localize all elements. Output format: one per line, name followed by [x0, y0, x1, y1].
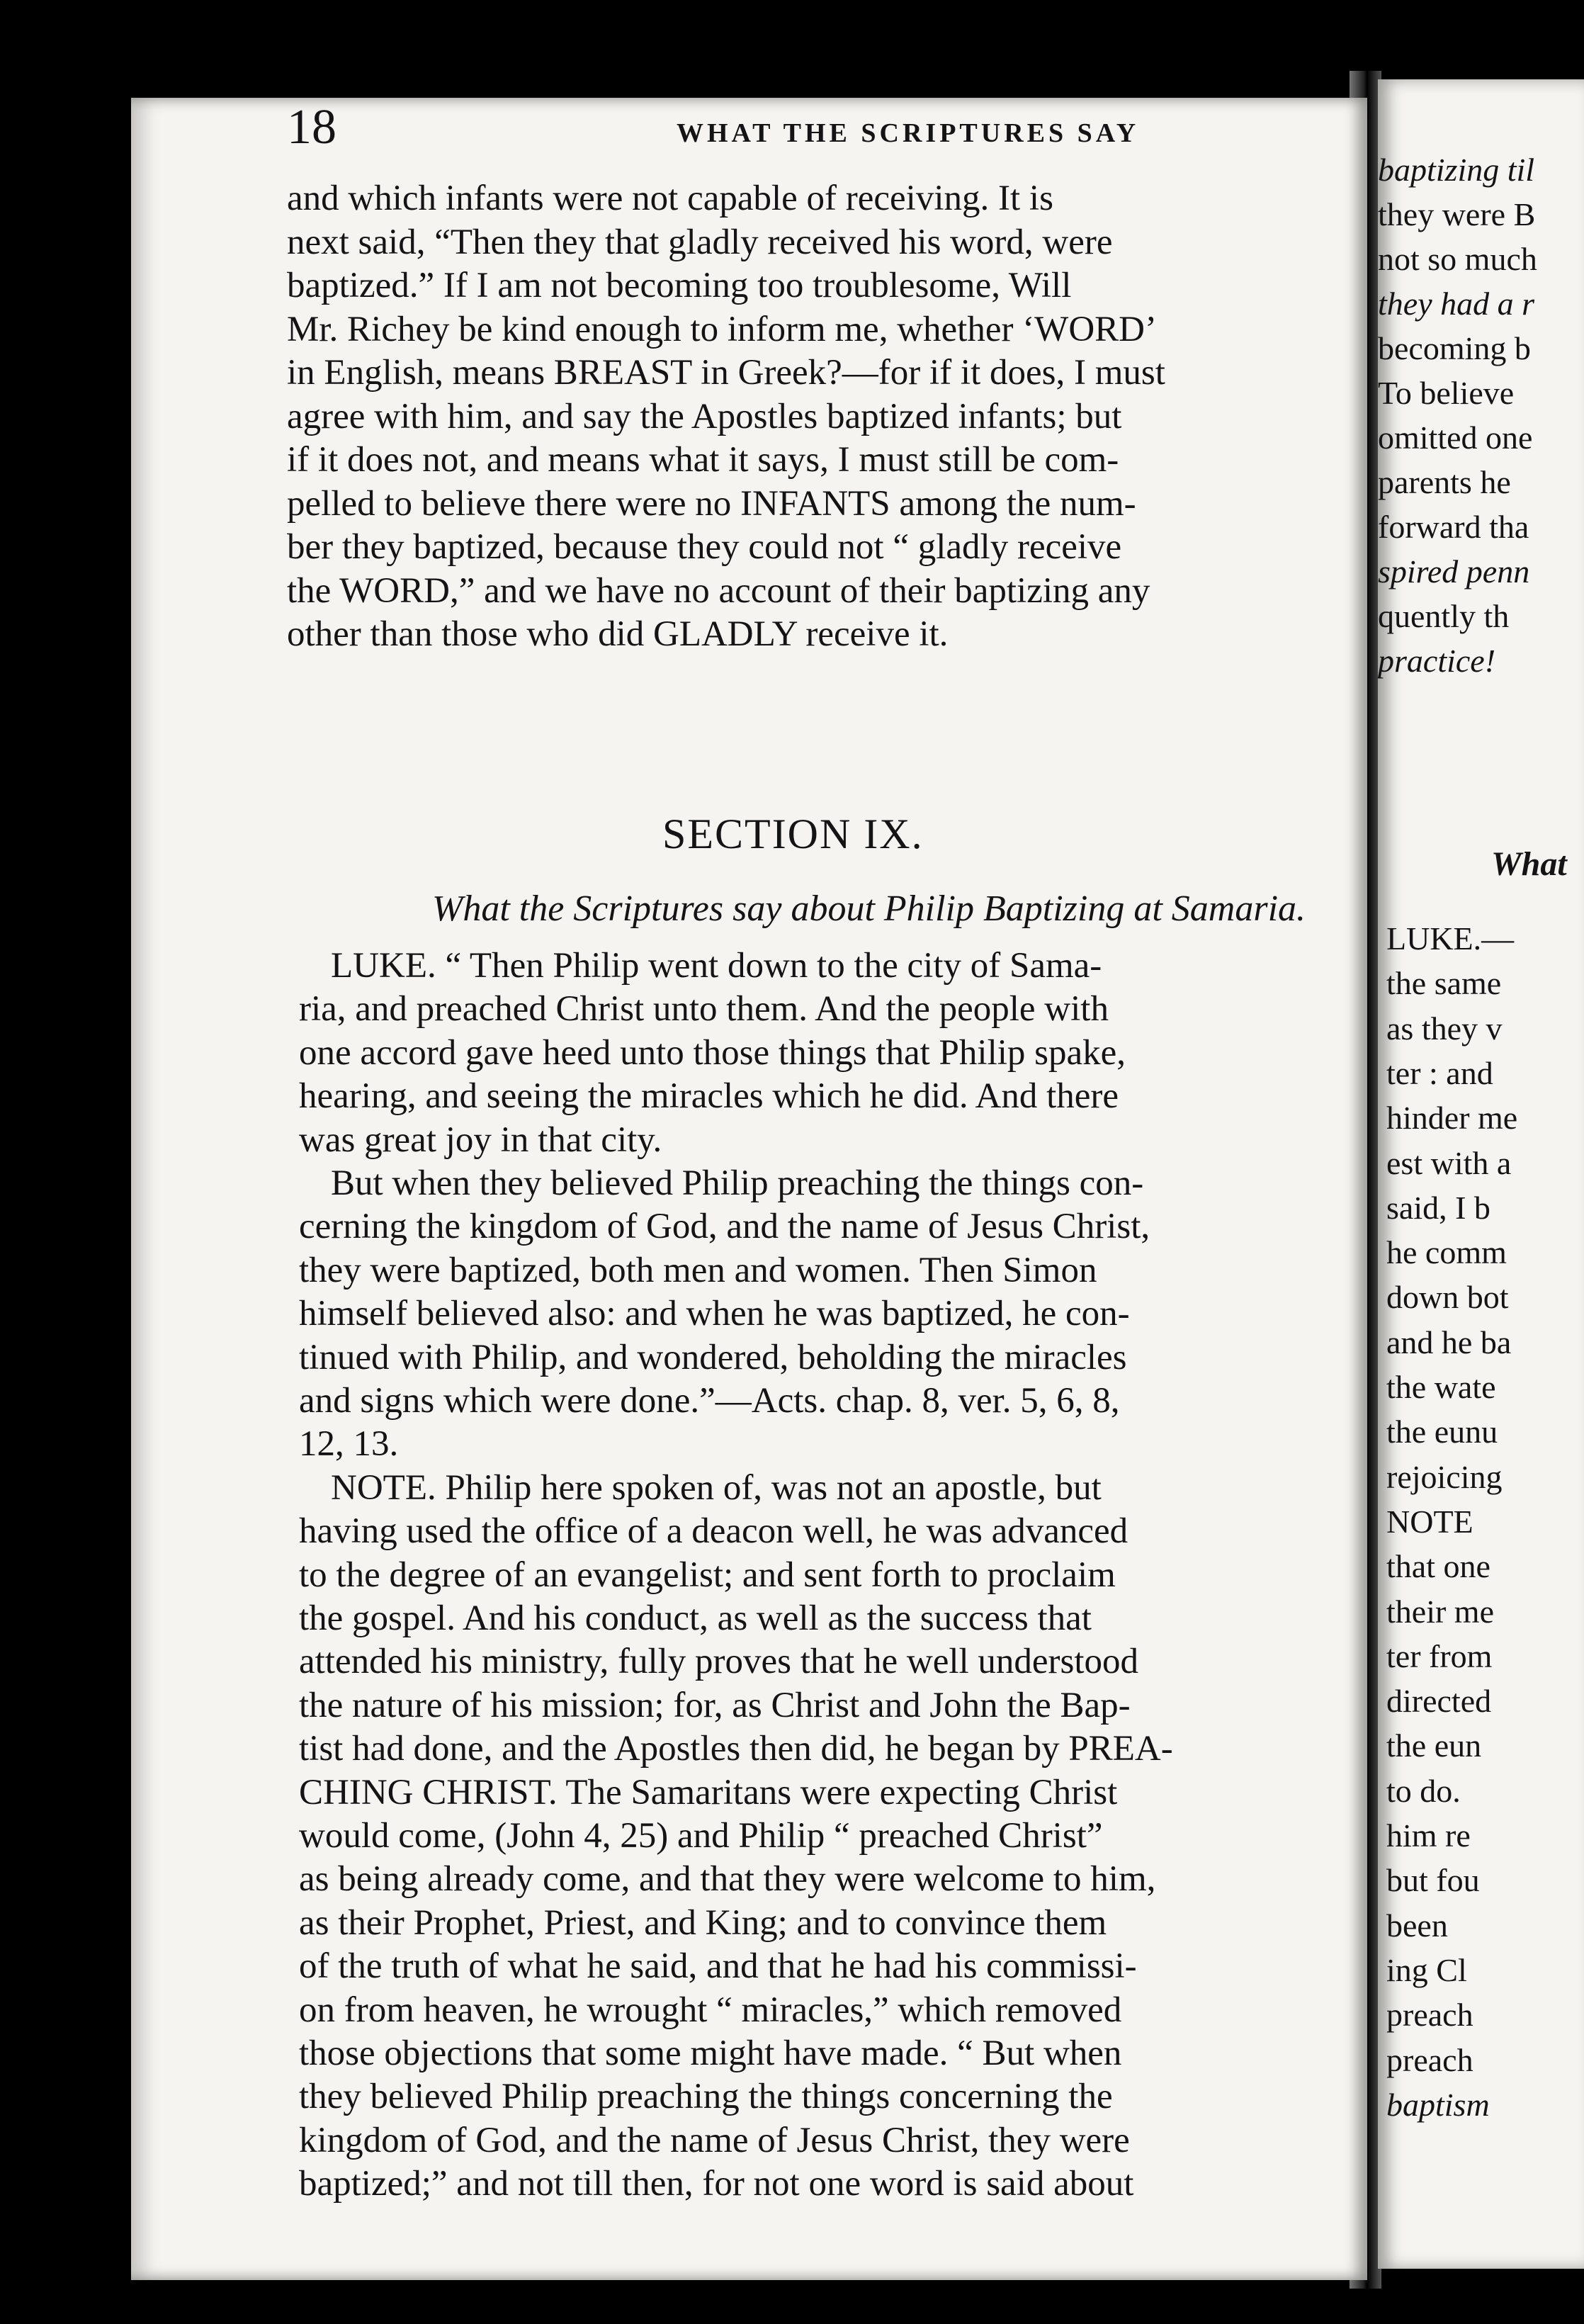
text-line: been	[1386, 1907, 1448, 1944]
text-line: if it does not, and means what it says, I must still be com-	[287, 440, 1119, 480]
text-line: hearing, and seeing the miracles which he did. And there	[299, 1076, 1119, 1117]
right-page-fragment	[1378, 79, 1584, 2269]
text-line: they believed Philip preaching the things concerning the	[299, 2077, 1113, 2117]
text-line: the WORD,” and we have no account of their baptizing any	[287, 570, 1150, 611]
text-line: ter : and	[1386, 1054, 1493, 1091]
text-line: tist had done, and the Apostles then did, he began by PREA-	[299, 1729, 1173, 1769]
text-line: pelled to believe there were no INFANTS among the num-	[287, 483, 1136, 524]
text-line: preach	[1386, 2041, 1473, 2078]
text-line: and he ba	[1386, 1324, 1512, 1360]
text-line: Mr. Richey be kind enough to inform me, whether ‘WORD’	[287, 309, 1157, 349]
text-line: LUKE.—	[1386, 920, 1515, 957]
text-line: he comm	[1386, 1234, 1507, 1271]
text-line: him re	[1386, 1817, 1471, 1854]
text-line: CHING CHRIST. The Samaritans were expecting Christ	[299, 1772, 1118, 1812]
text-line: and signs which were done.”—Acts. chap. 8, ver. 5, 6, 8,	[299, 1381, 1120, 1421]
text-line: one accord gave heed unto those things that Philip spake,	[299, 1032, 1126, 1073]
text-line: But when they believed Philip preaching the things con-	[331, 1163, 1144, 1203]
text-line: agree with him, and say the Apostles baptized infants; but	[287, 396, 1122, 436]
text-line: parents he	[1378, 464, 1511, 500]
text-line: having used the office of a deacon well, he was advanced	[299, 1511, 1128, 1552]
section-subtitle: What the Scriptures say about Philip Baptizing at Samaria.	[432, 889, 1306, 929]
text-line: cerning the kingdom of God, and the name of Jesus Christ,	[299, 1207, 1150, 1247]
text-line: To believe	[1378, 375, 1515, 411]
text-line: baptized;” and not till then, for not one word is said about	[299, 2164, 1134, 2204]
text-line: of the truth of what he said, and that he had his commissi-	[299, 1946, 1137, 1987]
text-line: 12, 13.	[299, 1424, 399, 1465]
text-line: that one	[1386, 1548, 1490, 1585]
text-line: as their Prophet, Priest, and King; and to convince them	[299, 1902, 1107, 1943]
text-line: next said, “Then they that gladly received his word, were	[287, 222, 1113, 262]
text-line: down bot	[1386, 1279, 1509, 1316]
text-line: omitted one	[1378, 419, 1533, 456]
text-line: they were B	[1378, 196, 1536, 232]
text-line: LUKE. “ Then Philip went down to the city of Sama-	[331, 946, 1102, 986]
text-line: the gospel. And his conduct, as well as the success that	[299, 1598, 1092, 1638]
text-line: and which infants were not capable of receiving. It is	[287, 179, 1053, 218]
running-header-title: WHAT THE SCRIPTURES SAY	[677, 118, 1140, 148]
section-heading: SECTION IX.	[662, 811, 924, 857]
text-line: said, I b	[1386, 1189, 1490, 1226]
text-line: becoming b	[1378, 330, 1531, 366]
text-line: the wate	[1386, 1369, 1496, 1405]
text-line: the eun	[1386, 1727, 1482, 1764]
text-line: ria, and preached Christ unto them. And the people with	[299, 989, 1109, 1030]
text-line: ber they baptized, because they could not “ gladly receive	[287, 527, 1122, 567]
text-line: other than those who did GLADLY receive it.	[287, 614, 949, 654]
text-line: baptism	[1386, 2086, 1490, 2123]
text-line: but fou	[1386, 1862, 1480, 1899]
text-line: attended his ministry, fully proves that he well understood	[299, 1642, 1139, 1682]
text-line: would come, (John 4, 25) and Philip “ preached Christ”	[299, 1816, 1103, 1856]
text-line: to the degree of an evangelist; and sent forth to proclaim	[299, 1555, 1116, 1595]
right-subtitle-fragment: What	[1491, 845, 1567, 883]
text-line: est with a	[1386, 1144, 1512, 1181]
text-line: not so much	[1378, 241, 1537, 277]
text-line: they had a r	[1378, 286, 1535, 322]
text-line: the eunu	[1386, 1414, 1498, 1450]
text-line: NOTE	[1386, 1503, 1473, 1540]
text-line: baptizing til	[1378, 152, 1535, 188]
text-line: ing Cl	[1386, 1951, 1467, 1988]
text-line: on from heaven, he wrought “ miracles,” which removed	[299, 1990, 1122, 2030]
text-line: the nature of his mission; for, as Christ and John the Bap-	[299, 1685, 1131, 1725]
page-number: 18	[287, 100, 336, 154]
text-line: hinder me	[1386, 1100, 1518, 1136]
left-page	[131, 98, 1367, 2280]
running-head	[131, 98, 1367, 183]
text-line: quently th	[1378, 598, 1510, 634]
text-line: as they v	[1386, 1010, 1503, 1047]
text-line: directed	[1386, 1683, 1492, 1720]
text-line: they were baptized, both men and women. Then Simon	[299, 1250, 1097, 1290]
text-line: the same	[1386, 965, 1502, 1002]
text-line: preach	[1386, 1997, 1473, 2034]
text-line: those objections that some might have made. “ But when	[299, 2034, 1122, 2073]
text-line: NOTE. Philip here spoken of, was not an apostle, but	[331, 1467, 1102, 1508]
text-line: himself believed also: and when he was baptized, he con-	[299, 1294, 1130, 1334]
text-line: baptized.” If I am not becoming too troublesome, Will	[287, 266, 1072, 305]
text-line: rejoicing	[1386, 1458, 1503, 1495]
text-line: spired penn	[1378, 553, 1530, 590]
text-line: forward tha	[1378, 509, 1529, 545]
text-line: as being already come, and that they were welcome to him,	[299, 1859, 1156, 1900]
text-line: kingdom of God, and the name of Jesus Christ, they were	[299, 2120, 1130, 2160]
text-line: ter from	[1386, 1637, 1493, 1674]
text-line: was great joy in that city.	[299, 1119, 662, 1160]
text-line: to do.	[1386, 1772, 1461, 1809]
text-line: practice!	[1378, 643, 1496, 679]
text-line: their me	[1386, 1593, 1494, 1630]
text-line: in English, means BREAST in Greek?—for if it does, I must	[287, 353, 1165, 393]
text-line: tinued with Philip, and wondered, beholding the miracles	[299, 1337, 1127, 1377]
